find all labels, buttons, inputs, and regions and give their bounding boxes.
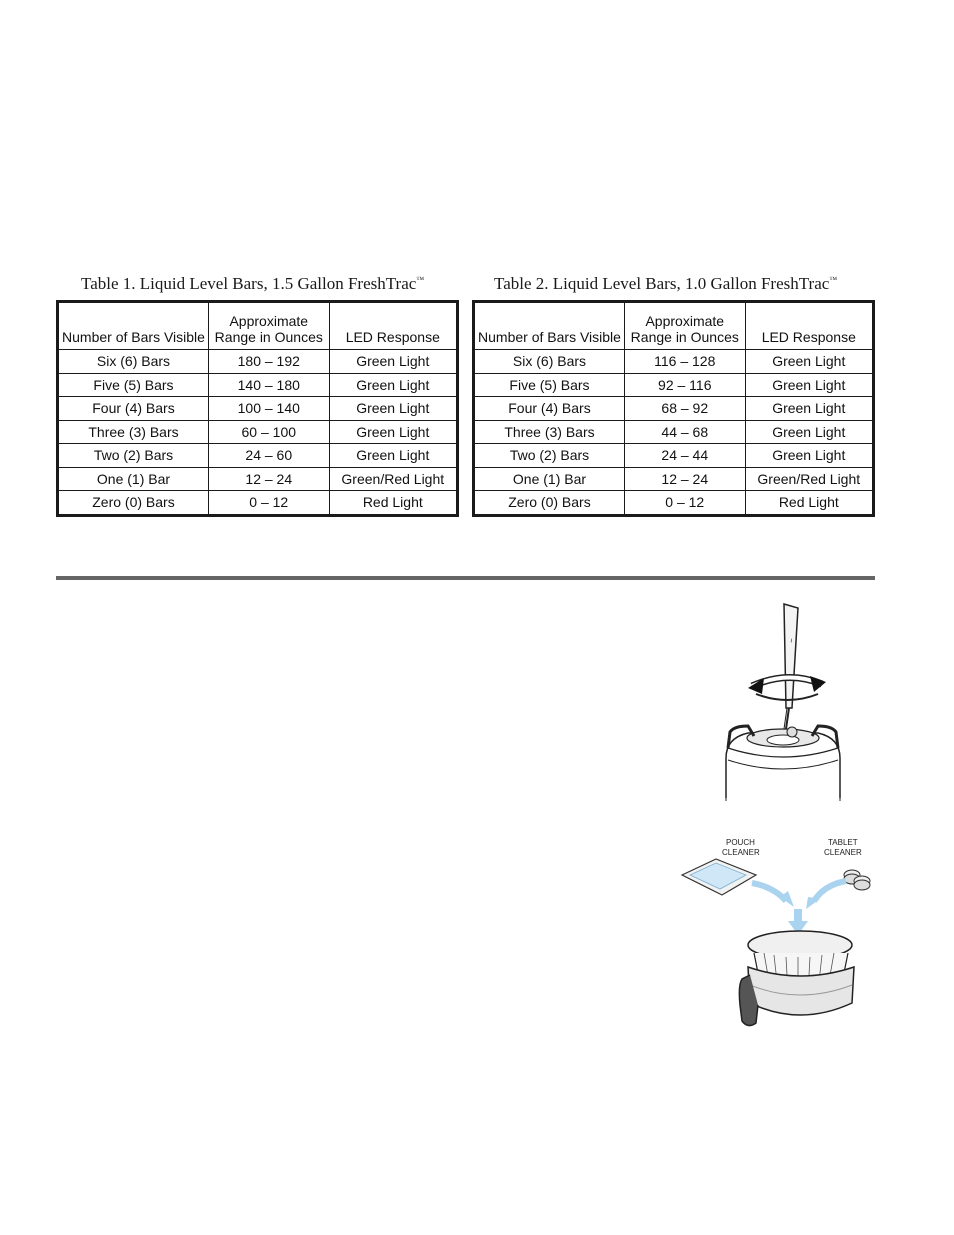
cell-led-response: Red Light <box>329 491 457 516</box>
cell-range-ounces: 116 – 128 <box>624 350 745 374</box>
table-row <box>474 350 874 374</box>
cell-led-response: Green Light <box>329 397 457 421</box>
table-row <box>58 467 458 491</box>
cell-led-response: Green Light <box>745 373 873 397</box>
cell-range-ounces: 68 – 92 <box>624 397 745 421</box>
brew-basket-cleaner-illustration <box>676 835 872 1035</box>
table2-caption: Table 2. Liquid Level Bars, 1.0 Gallon FreshTrac™ <box>494 274 838 293</box>
brush-logo-icon: ~ <box>786 637 796 644</box>
cell-bars-visible: Four (4) Bars <box>58 397 209 421</box>
pouch-cleaner-label-line2: CLEANER <box>722 848 760 857</box>
header-bars-visible: Number of Bars Visible <box>58 302 209 350</box>
header-bars-visible: Number of Bars Visible <box>474 302 625 350</box>
table-row <box>474 373 874 397</box>
pouch-cleaner-label-line1: POUCH <box>726 838 755 847</box>
trademark-symbol: ™ <box>829 275 838 284</box>
table-row <box>474 467 874 491</box>
cell-bars-visible: Zero (0) Bars <box>474 491 625 516</box>
cell-led-response: Green Light <box>329 350 457 374</box>
pouch-icon <box>682 859 756 895</box>
tablet-cleaner-label-line1: TABLET <box>828 838 858 847</box>
cell-bars-visible: Four (4) Bars <box>474 397 625 421</box>
table-row <box>474 444 874 468</box>
table-row <box>58 420 458 444</box>
table-row <box>58 444 458 468</box>
cell-range-ounces: 60 – 100 <box>208 420 329 444</box>
header-led-response: LED Response <box>329 302 457 350</box>
cell-led-response: Green Light <box>329 373 457 397</box>
header-range-ounces: Approximate Range in Ounces <box>208 302 329 350</box>
cell-range-ounces: 24 – 60 <box>208 444 329 468</box>
cell-range-ounces: 12 – 24 <box>208 467 329 491</box>
cell-led-response: Green Light <box>329 420 457 444</box>
cell-led-response: Green/Red Light <box>329 467 457 491</box>
cell-bars-visible: Three (3) Bars <box>474 420 625 444</box>
cell-range-ounces: 100 – 140 <box>208 397 329 421</box>
table1-caption: Table 1. Liquid Level Bars, 1.5 Gallon FreshTrac™ <box>81 274 425 293</box>
table-row <box>58 491 458 516</box>
cell-bars-visible: Two (2) Bars <box>474 444 625 468</box>
cell-bars-visible: Two (2) Bars <box>58 444 209 468</box>
table-row <box>58 350 458 374</box>
cell-led-response: Green Light <box>745 420 873 444</box>
cell-bars-visible: Zero (0) Bars <box>58 491 209 516</box>
cell-range-ounces: 92 – 116 <box>624 373 745 397</box>
cell-bars-visible: Five (5) Bars <box>474 373 625 397</box>
table-row <box>474 397 874 421</box>
cell-bars-visible: Five (5) Bars <box>58 373 209 397</box>
tablet-cleaner-label-line2: CLEANER <box>824 848 862 857</box>
cell-led-response: Green Light <box>329 444 457 468</box>
liquid-level-table-1-5-gallon <box>56 300 459 517</box>
table-header-row <box>474 302 874 350</box>
cell-bars-visible: Six (6) Bars <box>474 350 625 374</box>
cell-led-response: Green Light <box>745 444 873 468</box>
keg-brush-illustration <box>718 598 848 803</box>
cell-bars-visible: Six (6) Bars <box>58 350 209 374</box>
section-divider <box>56 576 875 580</box>
table-header-row <box>58 302 458 350</box>
cell-bars-visible: One (1) Bar <box>474 467 625 491</box>
cell-bars-visible: One (1) Bar <box>58 467 209 491</box>
liquid-level-table-1-0-gallon <box>472 300 875 517</box>
cell-range-ounces: 0 – 12 <box>208 491 329 516</box>
rotate-left-arrow-icon <box>748 678 764 694</box>
header-led-response: LED Response <box>745 302 873 350</box>
cell-range-ounces: 180 – 192 <box>208 350 329 374</box>
cell-range-ounces: 12 – 24 <box>624 467 745 491</box>
arrow-down-left-icon <box>806 897 820 909</box>
header-range-ounces: Approximate Range in Ounces <box>624 302 745 350</box>
trademark-symbol: ™ <box>416 275 425 284</box>
table-row <box>474 420 874 444</box>
cell-bars-visible: Three (3) Bars <box>58 420 209 444</box>
cell-led-response: Green/Red Light <box>745 467 873 491</box>
table-row <box>58 397 458 421</box>
cell-led-response: Green Light <box>745 350 873 374</box>
cell-range-ounces: 0 – 12 <box>624 491 745 516</box>
cell-range-ounces: 24 – 44 <box>624 444 745 468</box>
cell-led-response: Red Light <box>745 491 873 516</box>
cell-led-response: Green Light <box>745 397 873 421</box>
table-row <box>58 373 458 397</box>
cell-range-ounces: 44 – 68 <box>624 420 745 444</box>
tablet-icon <box>844 870 870 890</box>
cell-range-ounces: 140 – 180 <box>208 373 329 397</box>
rotate-right-arrow-icon <box>810 676 826 692</box>
table-row <box>474 491 874 516</box>
